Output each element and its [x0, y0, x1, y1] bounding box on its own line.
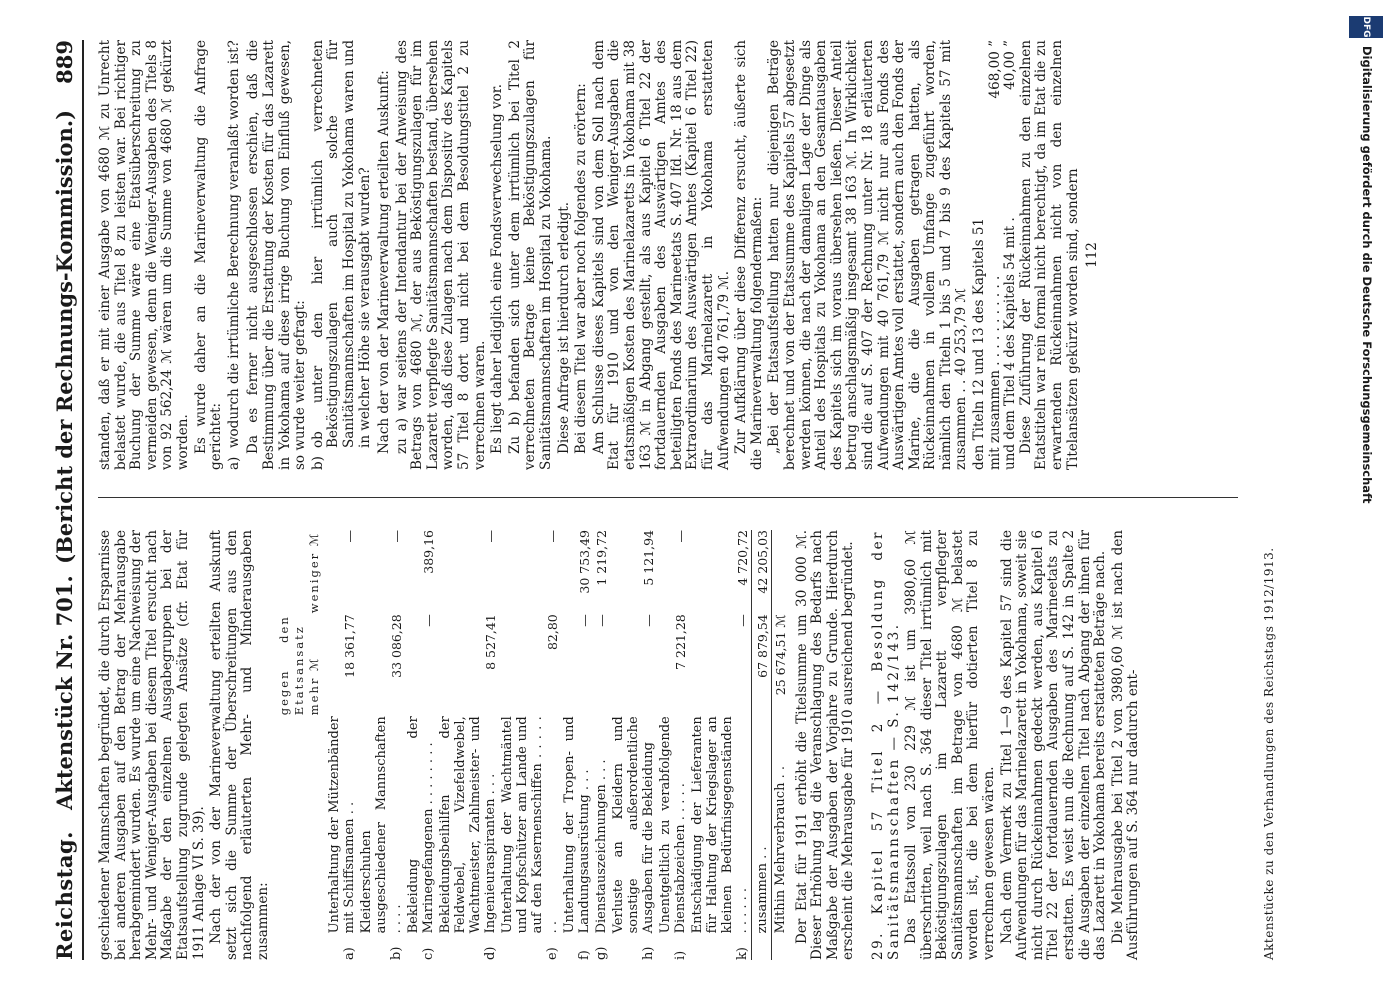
table-row: [437, 530, 499, 960]
row-label: i): [672, 950, 688, 960]
section-title: [871, 530, 902, 960]
row-more: 18 361,77: [341, 614, 357, 678]
sum-line-value: 468,00 ”: [986, 40, 1003, 99]
paragraph: Es liegt daher lediglich eine Fondsverwechselung vor.: [489, 83, 506, 454]
row-less: 5 121,94: [640, 530, 656, 586]
row-less: —: [482, 530, 498, 543]
paragraph: Bei diesem Titel war aber noch folgendes zu erörtern:: [573, 83, 590, 454]
sum-line: [972, 40, 988, 470]
paragraph: geschiedener Mannschaften begründet, die durch Ersparnisse bei anderen Ausgaben auf den Betrag der Mehrausgabe herabgemindert wurden. Es wurde um eine Nachweisung der Mehr- und Weniger-Ausgaben bei diesem Titel ersucht nach Maßgabe der den einzelnen Ausgabegruppen bei der Etatsaufstellung zugrunde gelegten Ansätze (cfr. Etat für 1911 Anlage VI S. 39).: [97, 530, 207, 960]
paragraph: Es wurde daher an die Marineverwaltung die Anfrage gerichtet:: [192, 40, 225, 470]
section-heading: Kapitel 57 Titel 2 — Besoldung der Sanitätsmannschaften — S. 142/143.: [869, 529, 902, 960]
paragraph: Diese Zuführung der Rückeinnahmen zu den einzelnen Etatstiteln war rein formal nicht berechtigt, da im Etat die zu erwartenden Rückeinnahmen nicht von den einzelnen Titelansätzen gekürzt worden sind, sondern: [1017, 40, 1081, 470]
page-number: 889: [52, 40, 77, 84]
list-item: a) wodurch die irrtümliche Berechnung veranlaßt worden ist?: [225, 40, 242, 470]
row-less: 389,16: [420, 530, 436, 574]
paragraph: Nach dem Vermerk zu Titel 1—9 des Kapitel 57 sind die Aufwendungen für das Marinelazarett in Yokohama, soweit sie nicht durch Rückeinnahmen gedeckt werden, aus Kapitel 6 Titel 22 der fortdauernden Ausgaben des Marineetats zu erstatten. Es weist nun die Rechnung auf S. 142 in Spalte 2 die Ausgaben der einzelnen Titel nach Abgang der ihnen für das Lazarett in Yokohama bereits erstatteten Beträge nach.: [998, 530, 1109, 960]
header-title: (Bericht der Rechnungs-Kommission.): [52, 110, 77, 564]
table-row: [405, 530, 437, 960]
row-less: —: [672, 530, 688, 543]
row-more: —: [734, 614, 750, 627]
table-row: [610, 530, 657, 960]
table-total-row: [751, 530, 771, 960]
difference-value: 25 674,51 ℳ: [771, 614, 789, 716]
total-less: 42 205,03: [751, 530, 771, 614]
dfg-logo: DFG: [1349, 16, 1383, 38]
row-label: g): [593, 946, 609, 960]
budget-table: [276, 530, 789, 960]
sum-line-text: mit zusammen . . . . . . . . . . .: [986, 275, 1003, 470]
row-description: Bekleidungsbeihilfen der Feldwebel, Vizefeldwebel, Wachtmeister, Zahlmeister- und Ingenieuraspiranten . . .: [437, 716, 498, 934]
row-label: a): [341, 947, 357, 960]
row-less: 30 753,49: [576, 530, 592, 594]
row-description: Kleiderschuhen ausgeschiedener Mannschaften . . . .: [358, 716, 404, 934]
paragraph: Das Etatssoll von 230 229 ℳ ist um 3980,60 ℳ überschritten, weil nach S. 364 dieser Titel irrtümlich mit Beköstigungszulagen im Lazarett verpflegter Sanitätsmannschaften im Betrage von 4680 ℳ belastet worden ist, die bei dem hierfür dotierten Titel 8 zu verrechnen gewesen wären.: [903, 530, 998, 960]
paragraph: Nach der von der Marineverwaltung erteilten Auskunft setzt sich die Summe der Überschreitungen aus den nachfolgend erläuterten Mehr- und Minderausgaben zusammen:: [208, 530, 271, 960]
paragraph: Nach der von der Marineverwaltung erteilten Auskunft:: [376, 70, 393, 454]
table-difference-row: [771, 530, 789, 960]
header-left: Reichstag.: [52, 831, 77, 960]
row-more: 33 086,28: [388, 614, 404, 678]
row-less: 1 219,72: [593, 530, 609, 586]
list-item: b) ob unter den hier irrtümlich verrechneten Beköstigungszulagen auch solche für Sanitätsmannschaften im Hospital zu Yokohama waren und in welcher Höhe sie verausgabt wurden?: [309, 40, 373, 470]
sum-line: [988, 40, 1004, 470]
sum-lines: [972, 40, 1019, 470]
row-more: —: [640, 614, 656, 627]
credit-text: Digitalisierung gefördert durch die Deutsche Forschungsgemeinschaft: [1360, 46, 1374, 504]
paragraph: Zu b) befanden sich unter dem irrtümlich bei Titel 2 verrechneten Betrage keine Beköstigungszulagen für Sanitätsmannschaften im Hospital zu Yokohama.: [506, 40, 555, 470]
table-row: [593, 530, 610, 960]
row-less: —: [341, 530, 357, 543]
total-label: zusammen . .: [751, 716, 771, 933]
row-description: Unterhaltung der Mützenbänder mit Schiffsnamen . .: [326, 716, 357, 934]
paragraph: Die Mehrausgabe bei Titel 2 von 3980,60 ℳ ist nach den Ausführungen auf S. 364 nur dadurch ent-: [1109, 530, 1142, 960]
row-description: Entschädigung der Lieferanten für Haltung der Kriegslager an kleinen Bedürfnisgegenständen . . . . . .: [689, 716, 750, 934]
paragraph: Der Etat für 1911 erhöht die Titelsumme um 30 000 ℳ. Dieser Erhöhung lag die Veranschlagung des Bedarfs nach Maßgabe der Ausgaben der Vorjahre zu Grunde. Hierdurch erscheint die Mehrausgabe für 1910 ausreichend begründet.: [793, 530, 857, 960]
paragraph: Am Schlusse dieses Kapitels sind von dem Soll nach dem Etat für 1910 und von den Weniger-Ausgaben die etatsmäßigen Kosten des Marinelazaretts in Yokohama mit 38 163 ℳ in Abgang gestellt, als aus Kapitel 6 Titel 22 der fortdauernden Ausgaben des Auswärtigen Amtes des beteiligten Fonds des Marineetats S. 407 lfd. Nr. 18 aus dem Extraordinarium des Auswärtigen Amtes (Kapitel 6 Titel 22) für das Marinelazarett in Yokohama erstatteten Aufwendungen 40 761,79 ℳ.: [590, 40, 732, 470]
row-more: 82,80: [544, 614, 560, 651]
table-row: [657, 530, 689, 960]
row-label: d): [482, 946, 498, 960]
total-more: 67 879,54: [751, 614, 771, 716]
paragraph: zu a) war seitens der Intendantur bei der Anweisung des Betrags von 4680 ℳ, der aus Beköstigungszulagen für im Lazarett verpflegte Sanitätsmannschaften bestand, übersehen worden, daß diese Zulagen nach dem Dispositiv des Kapitels 57 Titel 8 dort und nicht bei dem Besoldungstitel 2 zu verrechnen waren.: [393, 40, 488, 470]
row-label: f): [576, 950, 592, 960]
table-row: [689, 530, 752, 960]
footer-text: Aktenstücke zu den Verhandlungen des Reichstags 1912/1913.: [1262, 547, 1276, 960]
table-row: [561, 530, 593, 960]
paragraph: Da es ferner nicht ausgeschlossen erschien, daß die Bestimmung über die Erstattung der Kosten für das Lazarett in Yokohama auf diese irrige Buchung von Einfluß gewesen, so wurde weiter gefragt:: [245, 40, 309, 470]
row-label: b): [388, 946, 404, 960]
paragraph: standen, daß er mit einer Ausgabe von 4680 ℳ zu Unrecht belastet wurde, die aus Titel 8 zu leisten war. Bei richtiger Buchung der Summe wäre eine Etatsüberschreitung zu vermeiden gewesen, denn die Weniger-Ausgaben des Titels 8 von 92 562,24 ℳ wären um die Summe von 4680 ℳ gekürzt worden.: [97, 40, 191, 470]
row-description: Verluste an Kleidern und sonstige außerordentliche Ausgaben für die Bekleidung: [610, 716, 656, 934]
section-29: [871, 530, 1142, 960]
row-more: —: [420, 614, 436, 627]
row-more: 8 527,41: [482, 614, 498, 670]
row-less: —: [388, 530, 404, 543]
row-less: 4 720,72: [734, 530, 750, 586]
digitization-credit: [1355, 10, 1379, 990]
column-header-more: gegen den Etatsansatz mehr ℳ: [276, 615, 321, 716]
sum-line: [1003, 40, 1019, 470]
row-description: Unentgeltlich zu verabfolgende Dienstabzeichen . . . . .: [657, 716, 688, 934]
sum-line-value: 40,00 ”: [1002, 40, 1019, 90]
row-description: Bekleidung der Marinegefangenen . . . . . . . .: [405, 716, 436, 934]
header-document-number: Aktenstück Nr. 701.: [52, 575, 77, 810]
row-description: Dienstauszeichnungen . . .: [593, 759, 609, 934]
sum-line-text: und dem Titel 4 des Kapitels 54 mit .: [1002, 217, 1019, 470]
sum-line-text: den Titeln 12 und 13 des Kapitels 51: [971, 218, 988, 470]
right-column: [98, 40, 1103, 470]
table-header-row: [276, 530, 326, 960]
sheet-number: 112: [1084, 242, 1101, 268]
paragraph: „Bei der Etatsaufstellung hatten nur diejenigen Beträge berechnet und von der Etatssumme des Kapitels 57 abgesetzt werden können, die nach der damaligen Lage der Dinge als Anteil des Hospitals zu Yokohama an den Gesamtausgaben des Kapitels sich im voraus übersehen ließen. Dieser Anteil betrug anschlagsmäßig insgesamt 38 163 ℳ. In Wirklichkeit sind die auf S. 407 der Rechnung unter Nr. 18 erläuterten Aufwendungen mit 40 761,79 ℳ nicht nur aus Fonds des Auswärtigen Amtes voll erstattet, sondern auch den Fonds der Marine, die die Ausgaben getragen hatten, als Rückeinnahmen in vollem Umfange zugeführt worden, nämlich den Titeln 1 bis 5 und 7 bis 9 des Kapitels 57 mit zusammen . . 40 253,79 ℳ: [766, 40, 970, 470]
row-label: c): [420, 947, 436, 960]
table-row: [499, 530, 561, 960]
column-divider: [98, 497, 1238, 498]
row-less: —: [544, 530, 560, 543]
column-header-less: weniger ℳ: [306, 531, 321, 614]
table-row: [358, 530, 405, 960]
row-description: Unterhaltung der Wachtmäntel und Kopfschützer am Lande und auf den Kasernenschiffen . . . . . . .: [499, 716, 560, 934]
paragraph: Diese Anfrage ist hierdurch erledigt.: [555, 201, 572, 454]
row-label: h): [640, 946, 656, 960]
difference-label: Mithin Mehrverbrauch . .: [771, 716, 789, 933]
table-row: [326, 530, 358, 960]
paragraph: Zur Aufklärung über diese Differenz ersucht, äußerte sich die Marineverwaltung folgendermaßen:: [733, 40, 765, 470]
row-more: —: [593, 614, 609, 627]
row-more: —: [576, 614, 592, 627]
page-header: [48, 40, 84, 960]
row-more: 7 221,28: [672, 614, 688, 670]
row-description: Unterhaltung der Tropen- und Landungsausrüstung . . .: [561, 716, 592, 934]
question-list: [227, 40, 243, 470]
row-label: e): [544, 947, 560, 960]
left-column: [98, 530, 1144, 960]
section-number: 29.: [869, 931, 886, 960]
row-label: k): [734, 947, 750, 960]
question-list: [311, 40, 373, 470]
